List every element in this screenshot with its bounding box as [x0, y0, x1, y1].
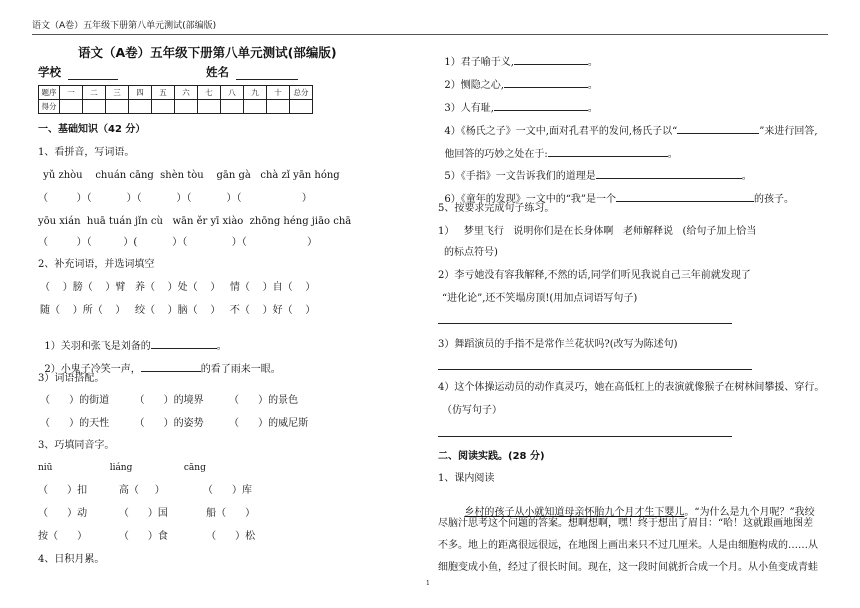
memorize-item-1-end: 。 [587, 57, 598, 68]
answer-brackets-row-1[interactable]: （ ）（ ）（ ）（ ）（ ） [38, 193, 312, 204]
table-header-cell: 题序 [39, 86, 60, 100]
reading-1-label: 1、课内阅读 [438, 473, 495, 484]
memorize-item-4-cont-text: 他回答的巧妙之处在于: [444, 149, 548, 160]
question-5: 5、按要求完成句子练习。 [438, 203, 555, 214]
question-2-1-text: 1）关羽和张飞是刘备的 [44, 341, 151, 352]
sentence-2-cont: “进化论”,还不笑塌房顶!(用加点词语写句子) [442, 293, 638, 304]
answer-blank[interactable] [596, 169, 742, 179]
answer-line[interactable] [438, 369, 752, 370]
score-table-header-row [39, 86, 313, 100]
answer-blank[interactable] [677, 124, 759, 134]
table-header-cell: 二 [83, 86, 106, 100]
sentence-4: 4）这个体操运动员的动作真灵巧，她在高低杠上的表演就像猴子在树林间攀援、穿行。 [438, 382, 825, 393]
answer-blank[interactable] [514, 55, 588, 65]
question-3: 3、巧填同音字。 [38, 440, 115, 451]
table-header-cell: 六 [175, 86, 198, 100]
question-2-1-end: 。 [216, 341, 227, 352]
table-header-cell: 七 [198, 86, 221, 100]
answer-blank[interactable] [151, 339, 217, 349]
passage-line-3: 不多。地上的距离很远很远，在地图上画出来只不过几厘米。人是由细胞构成的……从 [438, 540, 818, 551]
match-row-2[interactable]: （ ）的天性 （ ）的姿势 （ ）的威尼斯 [40, 418, 309, 429]
memorize-item-4-text: 4）《杨氏之子》一文中,面对孔君平的发问,杨氏子以“ [444, 126, 678, 137]
question-1: 1、看拼音，写词语。 [38, 147, 135, 158]
answer-line[interactable] [438, 436, 732, 437]
passage-line-1 [458, 495, 815, 519]
score-cell[interactable] [129, 100, 152, 114]
homophone-row-2[interactable]: （ ）动 （ ）国 船（ ） [38, 508, 256, 519]
question-2: 2、补充词语，并选词填空 [38, 259, 155, 270]
section-1-title: 一、基础知识（42 分） [38, 124, 146, 135]
header-rule [32, 34, 828, 35]
sentence-4-cont: （仿写句子） [442, 405, 502, 416]
sentence-1-cont: 的标点符号) [444, 247, 498, 258]
answer-line[interactable] [438, 323, 732, 324]
memorize-item-4-text-end: ”来进行回答, [759, 126, 818, 137]
question-4: 4、日积月累。 [38, 554, 105, 565]
school-label: 学校 [38, 65, 61, 79]
memorize-item-6-text-end: 的孩子。 [753, 194, 794, 205]
answer-blank[interactable] [616, 192, 754, 202]
memorize-item-2-end: 。 [587, 80, 598, 91]
score-cell[interactable] [244, 100, 267, 114]
score-cell[interactable] [175, 100, 198, 114]
score-cell[interactable] [106, 100, 129, 114]
match-row-1[interactable]: （ ）的街道 （ ）的境界 （ ）的景色 [40, 395, 299, 406]
table-header-cell: 十 [267, 86, 290, 100]
section-2-title: 二、阅读实践。(28 分) [438, 451, 545, 462]
page-number: 1 [426, 580, 430, 587]
answer-blank[interactable] [141, 362, 201, 372]
answer-blank[interactable] [504, 78, 588, 88]
score-row-label: 得分 [39, 100, 60, 114]
table-header-cell: 五 [152, 86, 175, 100]
score-table-score-row [39, 100, 313, 114]
memorize-item-1-text: 1）君子喻于义, [444, 57, 514, 68]
question-2-2-text-end: 的看了雨来一眼。 [200, 364, 281, 375]
passage-line-2: 尽脑汁思考这个问题的答案。想啊想啊，嘿！终于想出了眉目：“哈！这就跟画地图差 [438, 518, 814, 529]
table-header-cell: 总分 [290, 86, 313, 100]
memorize-item-3-end: 。 [587, 103, 598, 114]
memorize-item-3-text: 3）人有耻, [444, 103, 494, 114]
score-cell[interactable] [60, 100, 83, 114]
fill-row-2[interactable]: 随（ ）所（ ） 绞（ ）脑（ ） 不（ ）好（ ） [40, 305, 316, 316]
answer-blank[interactable] [548, 147, 668, 157]
memorize-item-2-text: 2）恻隐之心, [444, 80, 504, 91]
homophone-row-3[interactable]: 按（ ） （ ）食 （ ）松 [38, 531, 256, 542]
score-cell[interactable] [267, 100, 290, 114]
memorize-item-4-cont-end: 。 [667, 149, 678, 160]
score-cell[interactable] [83, 100, 106, 114]
sentence-2: 2）李亏她没有容我解释,不然的话,同学们听见我说自己三年前就发现了 [438, 270, 751, 281]
homophone-row-1[interactable]: （ ）扣 高（ ） （ ）库 [38, 485, 252, 496]
memorize-item-5-text: 5）《手指》一文告诉我们的道理是 [444, 171, 596, 182]
answer-blank[interactable] [494, 101, 588, 111]
table-header-cell: 一 [60, 86, 83, 100]
name-label: 姓名 [206, 65, 229, 79]
table-header-cell: 九 [244, 86, 267, 100]
running-header: 语文（A卷）五年级下册第八单元测试(部编版) [32, 21, 217, 31]
passage-line-4: 细胞变成小鱼，经过了很长时间。现在，这一段时间就折合成一个月。从小鱼变成青蛙 [438, 562, 818, 573]
page-title: 语文（A卷）五年级下册第八单元测试(部编版) [78, 45, 337, 60]
passage-underlined-sentence: 乡村的孩子从小就知道母亲怀胎九个月才生下婴儿 [464, 507, 685, 518]
table-header-cell: 八 [221, 86, 244, 100]
memorize-item-6-text: 6）《童年的发现》一文中的“我”是一个 [444, 194, 616, 205]
score-cell[interactable] [290, 100, 313, 114]
answer-brackets-row-2[interactable]: （ ）（ ）( ）（ ）（ ） [38, 237, 318, 248]
question-2-2-text: 2）小鬼子冷笑一声， [44, 364, 141, 375]
score-cell[interactable] [198, 100, 221, 114]
homophone-pinyin: niū liáng cāng [38, 463, 206, 473]
table-header-cell: 三 [106, 86, 129, 100]
name-field[interactable] [236, 79, 298, 80]
score-cell[interactable] [221, 100, 244, 114]
sentence-1: 1） 梦里飞行 说明你们是在长身体啊 老师解释说 (给句子加上恰当 [438, 226, 757, 237]
school-field[interactable] [68, 79, 118, 80]
table-header-cell: 四 [129, 86, 152, 100]
question-2-3: 3）词语搭配。 [38, 373, 105, 384]
score-table [38, 85, 313, 114]
pinyin-row-2: yōu xián huā tuán jǐn cù wān ěr yī xiào zhōng héng jiāo chā [38, 216, 352, 227]
pinyin-row-1: yǔ zhòu chuán cāng shèn tòu gān gà chà zǐ yān hóng [40, 170, 340, 181]
fill-row-1[interactable]: （ ）膀（ ）臂 养（ ）处（ ） 情（ ）自（ ） [40, 282, 316, 293]
score-cell[interactable] [152, 100, 175, 114]
memorize-item-5-end: 。 [741, 171, 752, 182]
passage-line-1-rest: 。“为什么是九个月呢？”我绞 [684, 507, 815, 518]
sentence-3: 3）舞蹈演员的手指不是常作兰花状吗?(改写为陈述句) [438, 339, 678, 350]
